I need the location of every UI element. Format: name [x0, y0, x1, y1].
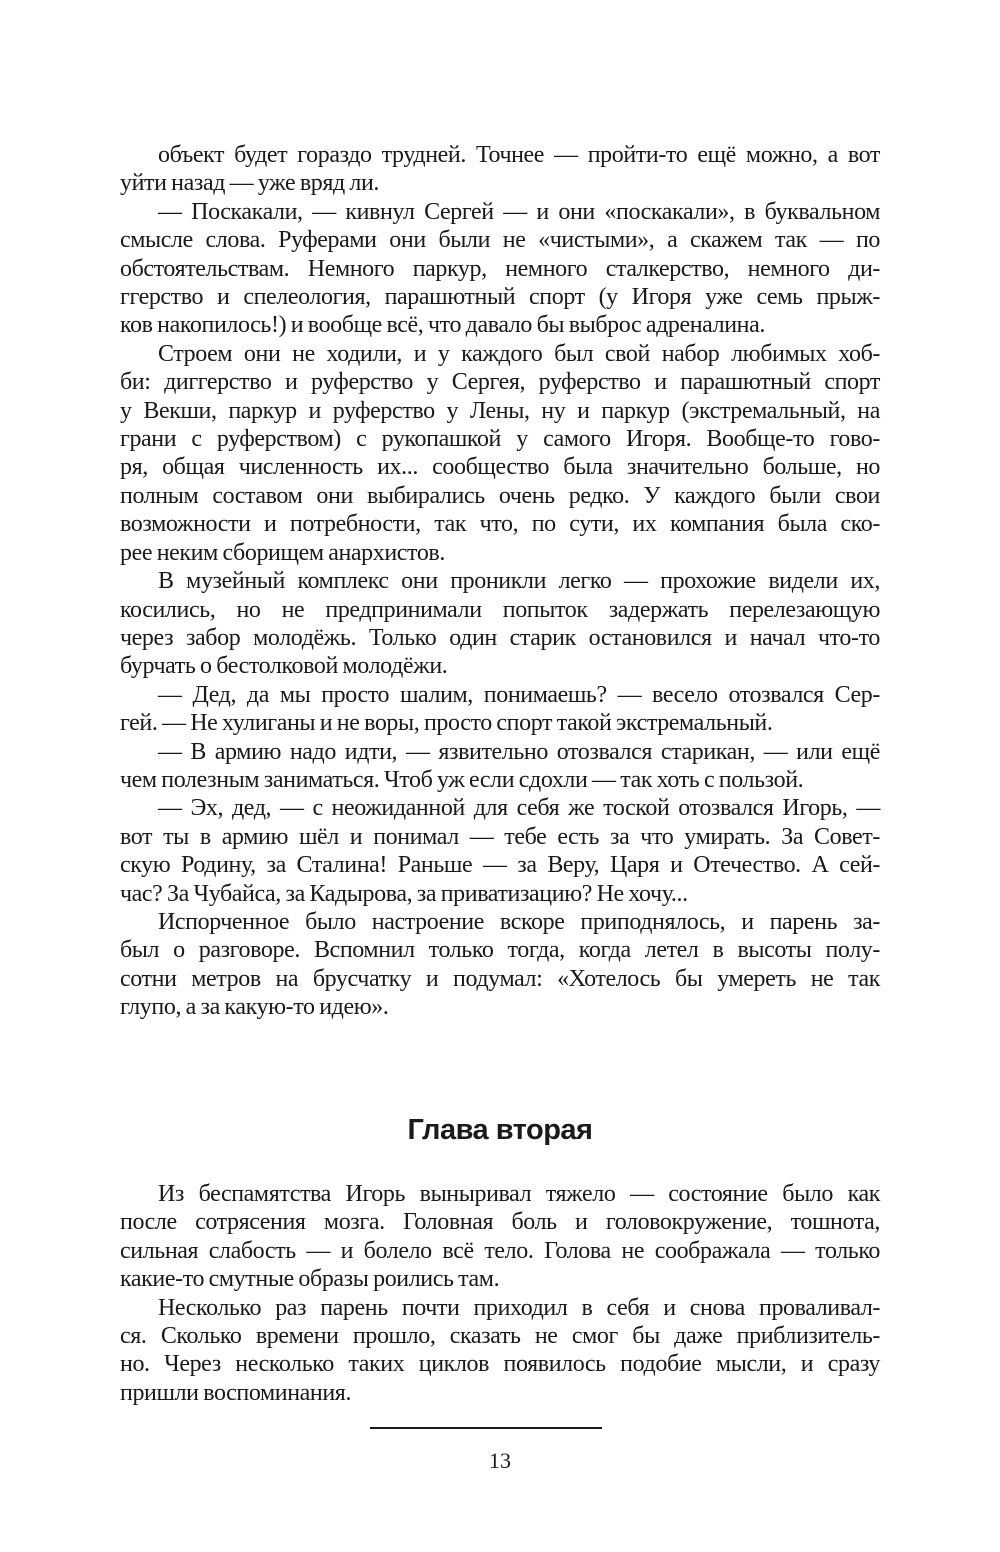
paragraph	[120, 738, 880, 795]
paragraph	[120, 1294, 880, 1408]
paragraph	[120, 340, 880, 567]
text-line: гей. — Не хулиганы и не воры, просто спорт такой экстремальный.	[120, 710, 773, 737]
text-line: обстоятельствам. Немного паркур, немного сталкерство, немного ди-	[120, 255, 880, 282]
text-line: В музейный комплекс они проникли легко — прохожие видели их,	[158, 568, 880, 595]
text-line: возможности и потребности, так что, по сути, их компания была ско-	[120, 511, 880, 538]
text-line: смысле слова. Руферами они были не «чистыми», а скажем так — по	[120, 227, 880, 254]
paragraph	[120, 908, 880, 1022]
text-line: косились, но не предпринимали попыток задержать перелезающую	[120, 596, 880, 623]
paragraph	[120, 1180, 880, 1294]
paragraph	[120, 567, 880, 681]
text-line: ков накопилось!) и вообще всё, что давало бы выброс адреналина.	[120, 312, 765, 339]
chapter-two-text	[120, 1180, 880, 1407]
text-line: после сотрясения мозга. Головная боль и головокружение, тошнота,	[120, 1209, 880, 1236]
paragraph	[120, 198, 880, 340]
text-line: — Поскакали, — кивнул Сергей — и они «поскакали», в буквальном	[158, 198, 880, 225]
text-line: грани с руферством) с рукопашкой у самого Игоря. Вообще-то гово-	[120, 426, 880, 453]
text-line: — В армию надо идти, — язвительно отозвался старикан, — или ещё	[158, 738, 880, 765]
text-line: — Дед, да мы просто шалим, понимаешь? — весело отозвался Сер-	[158, 681, 880, 708]
text-line: был о разговоре. Вспомнил только тогда, когда летел в высоты полу-	[120, 937, 880, 964]
chapter-one-ending-text	[120, 141, 880, 1022]
chapter-title: Глава вторая	[407, 1114, 593, 1146]
text-line: скую Родину, за Сталина! Раньше — за Веру, Царя и Отечество. А сей-	[120, 852, 880, 879]
text-line: час? За Чубайса, за Кадырова, за приватизацию? Не хочу...	[120, 880, 688, 907]
text-line: полным составом они выбирались очень редко. У каждого были свои	[120, 482, 880, 509]
text-line: какие-то смутные образы роились там.	[120, 1266, 500, 1293]
paragraph	[120, 141, 880, 198]
text-line: пришли воспоминания.	[120, 1379, 352, 1406]
text-line: ря, общая численность их... сообщество была значительно больше, но	[120, 454, 880, 481]
page-number: 13	[489, 1448, 511, 1473]
text-line: би: диггерство и руферство у Сергея, руферство и парашютный спорт	[120, 369, 880, 396]
text-line: уйти назад — уже вряд ли.	[120, 170, 380, 197]
text-line: Строем они не ходили, и у каждого был свой набор любимых хоб-	[158, 340, 880, 367]
paragraph	[120, 794, 880, 908]
text-line: но. Через несколько таких циклов появилось подобие мысли, и сразу	[120, 1351, 880, 1378]
text-line: глупо, а за какую-то идею».	[120, 994, 389, 1021]
text-line: ггерство и спелеология, парашютный спорт (у Игоря уже семь прыж-	[120, 284, 880, 311]
text-line: чем полезным заниматься. Чтоб уж если сдохли — так хоть с пользой.	[120, 766, 804, 793]
text-line: рее неким сборищем анархистов.	[120, 539, 445, 566]
text-line: у Векши, паркур и руферство у Лены, ну и паркур (экстремальный, на	[120, 397, 880, 424]
text-line: через забор молодёжь. Только один старик остановился и начал что-то	[120, 624, 880, 651]
text-line: Испорченное было настроение вскоре приподнялось, и парень за-	[158, 908, 880, 935]
text-line: сотни метров на брусчатку и подумал: «Хотелось бы умереть не так	[120, 965, 880, 992]
text-line: Несколько раз парень почти приходил в себя и снова проваливал-	[158, 1294, 880, 1321]
text-line: Из беспамятства Игорь выныривал тяжело — состояние было как	[158, 1181, 880, 1207]
text-line: сильная слабость — и болело всё тело. Голова не соображала — только	[120, 1237, 880, 1264]
text-line: — Эх, дед, — с неожиданной для себя же тоской отозвался Игорь, —	[158, 795, 880, 822]
text-line: ся. Сколько времени прошло, сказать не смог бы даже приблизитель-	[120, 1323, 880, 1350]
text-line: вот ты в армию шёл и понимал — тебе есть за что умирать. За Совет-	[120, 823, 880, 850]
text-line: бурчать о бестолковой молодёжи.	[120, 653, 448, 680]
footer-divider	[370, 1427, 602, 1429]
text-line: объект будет гораздо трудней. Точнее — пройти-то ещё можно, а вот	[158, 142, 880, 168]
paragraph	[120, 681, 880, 738]
